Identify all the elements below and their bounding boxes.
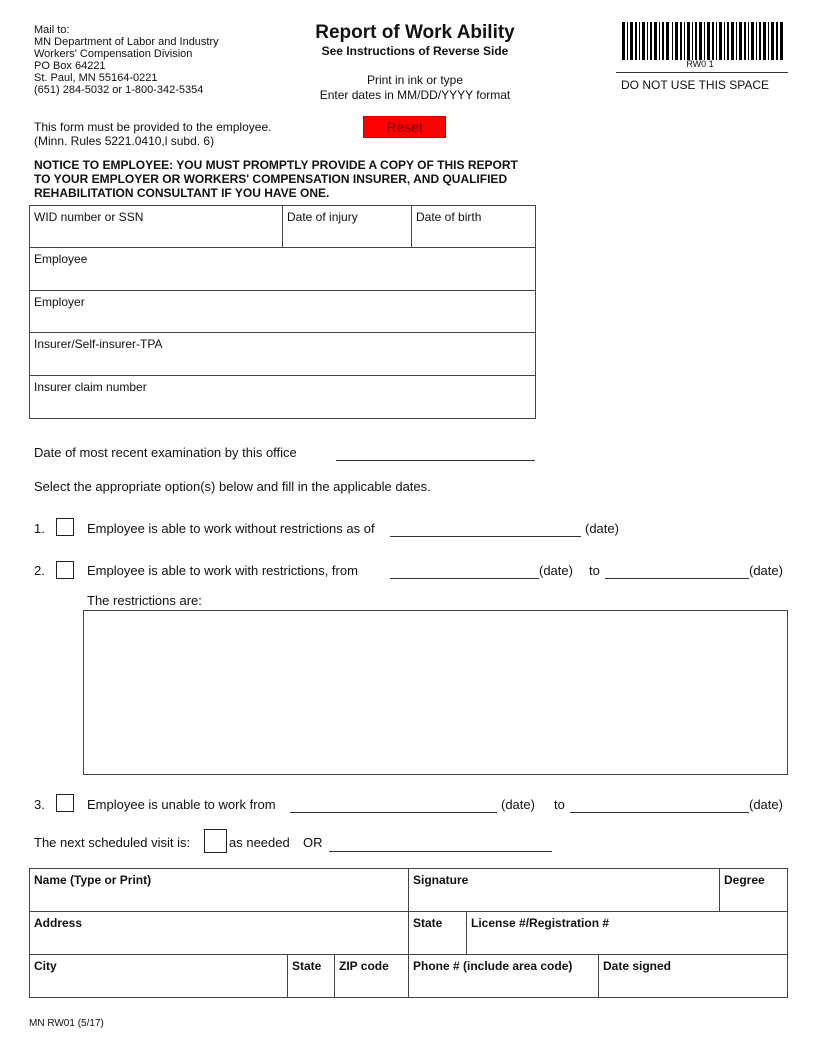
option-3-from-date-field[interactable] (290, 812, 497, 813)
mail-to-line: PO Box 64221 (34, 60, 106, 72)
claim-number-label: Insurer claim number (34, 380, 147, 394)
date-signed-cell[interactable] (598, 954, 788, 998)
or-label: OR (303, 835, 323, 850)
do-not-use-label: DO NOT USE THIS SPACE (621, 78, 770, 92)
option-2-to-date-suffix: (date) (749, 563, 783, 578)
next-visit-label: The next scheduled visit is: (34, 835, 191, 850)
option-3-from-date-suffix: (date) (501, 797, 535, 812)
degree-cell[interactable] (719, 868, 788, 912)
option-2-to-label: to (589, 563, 600, 578)
option-2-to-date-field[interactable] (605, 578, 749, 579)
restrictions-label: The restrictions are: (87, 593, 202, 608)
signature-label: Signature (413, 873, 469, 887)
degree-label: Degree (724, 873, 765, 887)
insurer-cell[interactable] (29, 332, 536, 376)
phone-label: Phone # (include area code) (413, 959, 573, 973)
zip-label: ZIP code (339, 959, 389, 973)
option-2-checkbox[interactable] (56, 561, 74, 579)
notice-line: REHABILITATION CONSULTANT IF YOU HAVE ONE. (34, 186, 330, 200)
reset-button[interactable]: Reset (363, 116, 446, 138)
address-state-cell[interactable] (287, 954, 335, 998)
exam-date-field[interactable] (336, 460, 535, 461)
employee-cell[interactable] (29, 247, 536, 291)
claim-number-cell[interactable] (29, 375, 536, 419)
date-of-birth-cell[interactable] (411, 205, 536, 248)
option-2-number: 2. (34, 563, 45, 578)
select-instruction: Select the appropriate option(s) below and fill in the applicable dates. (34, 479, 431, 494)
option-1-text: Employee is able to work without restrictions as of (87, 521, 375, 536)
option-2-from-date-field[interactable] (390, 578, 539, 579)
mail-to-line: Workers' Compensation Division (34, 48, 193, 60)
notice-to-employee (34, 158, 518, 200)
option-1-date-suffix: (date) (585, 521, 619, 536)
notice-line: NOTICE TO EMPLOYEE: YOU MUST PROMPTLY PROVIDE A COPY OF THIS REPORT (34, 158, 518, 172)
option-1-number: 1. (34, 521, 45, 536)
employer-cell[interactable] (29, 290, 536, 333)
form-note-line: This form must be provided to the employee. (34, 120, 272, 134)
employer-label: Employer (34, 295, 85, 309)
option-2-from-date-suffix: (date) (539, 563, 573, 578)
address-state-label: State (292, 959, 322, 973)
option-3-to-date-suffix: (date) (749, 797, 783, 812)
next-visit-date-field[interactable] (329, 851, 552, 852)
name-cell[interactable] (29, 868, 409, 912)
mail-to-block (34, 24, 219, 96)
city-cell[interactable] (29, 954, 288, 998)
license-cell[interactable] (466, 911, 788, 955)
as-needed-label: as needed (229, 835, 290, 850)
address-label: Address (34, 916, 83, 930)
barcode-text: RW0 1 (686, 59, 714, 69)
form-title: Report of Work Ability (315, 22, 515, 43)
zip-cell[interactable] (334, 954, 409, 998)
date-of-injury-cell[interactable] (282, 205, 412, 248)
notice-line: TO YOUR EMPLOYER OR WORKERS' COMPENSATION INSURER, AND QUALIFIED (34, 172, 508, 186)
form-id-footer: MN RW01 (5/17) (29, 1018, 104, 1029)
mail-to-line: (651) 284-5032 or 1-800-342-5354 (34, 84, 204, 96)
print-note: Print in ink or type (366, 73, 464, 87)
name-label: Name (Type or Print) (34, 873, 152, 887)
employee-label: Employee (34, 252, 88, 266)
license-state-label: State (413, 916, 443, 930)
option-2-text: Employee is able to work with restrictions, from (87, 563, 358, 578)
wid-cell[interactable] (29, 205, 283, 248)
signature-cell[interactable] (408, 868, 720, 912)
exam-date-label: Date of most recent examination by this office (34, 445, 297, 460)
barcode-divider (616, 72, 788, 73)
option-1-checkbox[interactable] (56, 518, 74, 536)
date-signed-label: Date signed (603, 959, 672, 973)
date-of-injury-label: Date of injury (287, 210, 358, 224)
date-of-birth-label: Date of birth (416, 210, 482, 224)
form-note (34, 120, 271, 148)
license-label: License #/Registration # (471, 916, 610, 930)
wid-label: WID number or SSN (34, 210, 144, 224)
date-format-note: Enter dates in MM/DD/YYYY format (319, 88, 511, 102)
mail-to-line: MN Department of Labor and Industry (34, 36, 219, 48)
as-needed-checkbox[interactable] (204, 829, 227, 853)
option-3-to-date-field[interactable] (570, 812, 749, 813)
form-subtitle: See Instructions of Reverse Side (321, 44, 509, 58)
license-state-cell[interactable] (408, 911, 467, 955)
option-3-to-label: to (554, 797, 565, 812)
phone-cell[interactable] (408, 954, 599, 998)
address-cell[interactable] (29, 911, 409, 955)
city-label: City (34, 959, 57, 973)
mail-to-line: Mail to: (34, 24, 70, 36)
restrictions-textarea[interactable] (83, 610, 788, 775)
form-note-line: (Minn. Rules 5221.0410,l subd. 6) (34, 134, 215, 148)
insurer-label: Insurer/Self-insurer-TPA (34, 337, 163, 351)
mail-to-line: St. Paul, MN 55164-0221 (34, 72, 158, 84)
option-1-date-field[interactable] (390, 536, 581, 537)
option-3-checkbox[interactable] (56, 794, 74, 812)
option-3-text: Employee is unable to work from (87, 797, 276, 812)
barcode-image (620, 22, 786, 62)
option-3-number: 3. (34, 797, 45, 812)
